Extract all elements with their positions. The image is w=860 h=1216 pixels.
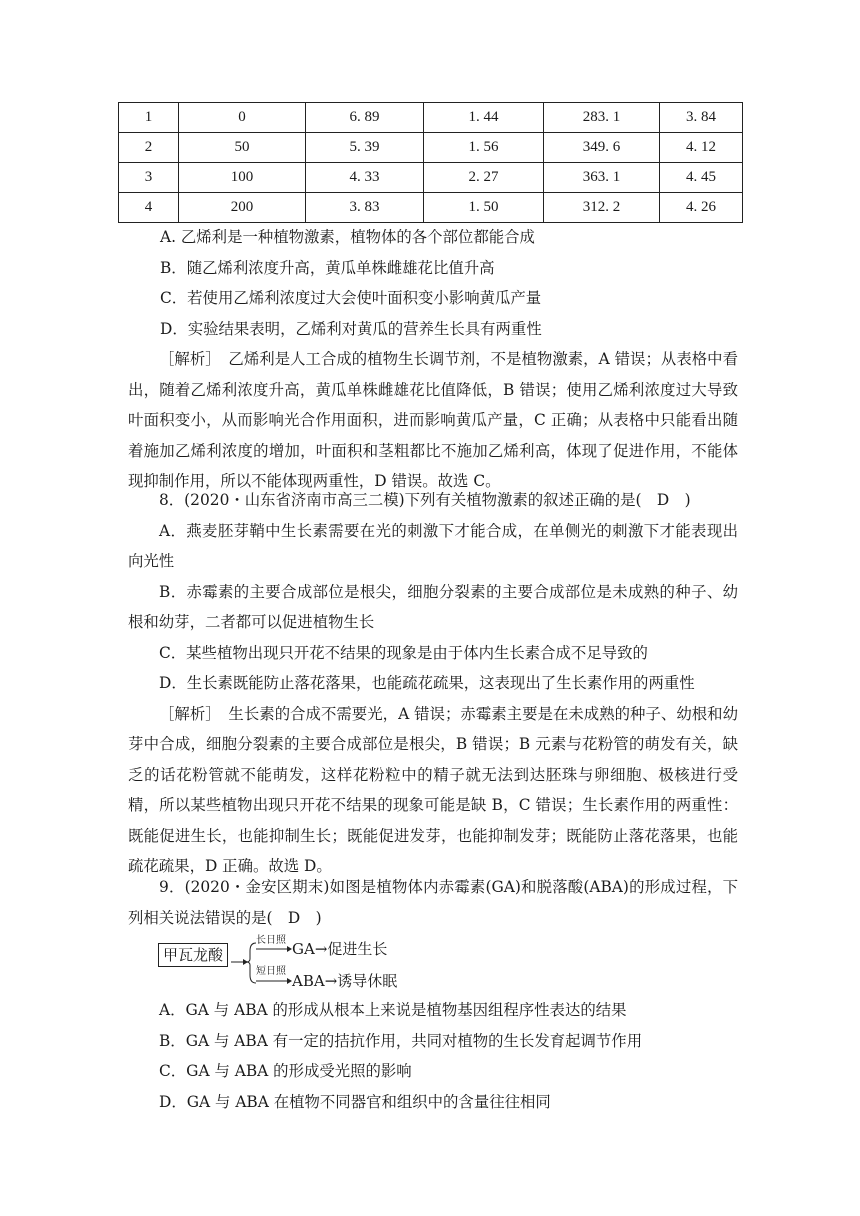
table-cell: 50 bbox=[179, 133, 306, 163]
q8-option-a: A．燕麦胚芽鞘中生长素需要在光的刺激下才能合成，在单侧光的刺激下才能表现出向光性 bbox=[128, 521, 738, 570]
q7-option-b: B．随乙烯利浓度升高，黄瓜单株雌雄花比值升高 bbox=[160, 258, 495, 277]
table-cell: 2 bbox=[119, 133, 179, 163]
table-cell: 200 bbox=[179, 193, 306, 223]
q7-analysis: ［解析］ 乙烯利是人工合成的植物生长调节剂，不是植物激素，A 错误；从表格中看出，随着乙烯利浓度升高，黄瓜单株雌雄花比值降低，B 错误；使用乙烯利浓度过大导致叶面积变小，从而影响光合作用面积，进而影响黄瓜产量，C 正确；从表格中只能看出随着施加乙烯利浓度的增加，叶面积和茎粗都比不施加乙烯利高，体现了促进作用，不能体现抑制作用，所以不能体现两重性，D 错误。故选 C。 bbox=[128, 350, 738, 490]
q7-option-d: D．实验结果表明，乙烯利对黄瓜的营养生长具有两重性 bbox=[160, 319, 542, 338]
table-cell: 4. 26 bbox=[660, 193, 743, 223]
table-cell: 4. 45 bbox=[660, 163, 743, 193]
q8-analysis: ［解析］ 生长素的合成不需要光，A 错误；赤霉素主要是在未成熟的种子、幼根和幼芽中合成，细胞分裂素的主要合成部位是根尖，B 错误；B 元素与花粉管的萌发有关，缺乏的话花粉管就不能萌发，这样花粉粒中的精子就无法到达胚珠与卵细胞、极核进行受精，所以某些植物出现只开花不结果的现象可能是缺 B，C 错误；生长素作用的两重性：既能促进生长，也能抑制生长；既能促进发芽，也能抑制发芽；既能防止落花落果，也能疏花疏果，D 正确。故选 D。 bbox=[128, 704, 738, 875]
q9-stem: 9．(2020・金安区期末)如图是植物体内赤霉素(GA)和脱落酸(ABA)的形成过程，下列相关说法错误的是( D ) bbox=[128, 878, 738, 927]
table-cell: 363. 1 bbox=[544, 163, 660, 193]
table-cell: 1. 56 bbox=[424, 133, 544, 163]
q7-option-a: A. 乙烯利是一种植物激素，植物体的各个部位都能合成 bbox=[160, 228, 535, 246]
table-cell: 2. 27 bbox=[424, 163, 544, 193]
question-7-section bbox=[128, 222, 738, 497]
table-cell: 4 bbox=[119, 193, 179, 223]
table-cell: 4. 33 bbox=[306, 163, 424, 193]
short-day-label: 短日照 bbox=[256, 966, 286, 977]
table-row bbox=[119, 133, 743, 163]
ga-result: GA→促进生长 bbox=[292, 940, 388, 958]
table-cell: 312. 2 bbox=[544, 193, 660, 223]
table-cell: 4. 12 bbox=[660, 133, 743, 163]
q9-option-d: D．GA 与 ABA 在植物不同器官和组织中的含量往往相同 bbox=[159, 1092, 551, 1111]
q7-option-c: C．若使用乙烯利浓度过大会使叶面积变小影响黄瓜产量 bbox=[160, 289, 542, 307]
table-cell: 3. 84 bbox=[660, 103, 743, 133]
q8-option-b: B．赤霉素的主要合成部位是根尖，细胞分裂素的主要合成部位是未成熟的种子、幼根和幼芽，二者都可以促进植物生长 bbox=[128, 582, 738, 631]
q8-stem: 8．(2020・山东省济南市高三二模)下列有关植物激素的叙述正确的是( D ) bbox=[159, 491, 691, 509]
table-cell: 1 bbox=[119, 103, 179, 133]
table-cell: 0 bbox=[179, 103, 306, 133]
question-9-options bbox=[128, 995, 738, 1117]
diagram-source-box: 甲瓦龙酸 bbox=[158, 943, 228, 967]
table-row bbox=[119, 103, 743, 133]
table-cell: 3 bbox=[119, 163, 179, 193]
table-cell: 1. 50 bbox=[424, 193, 544, 223]
q8-option-c: C．某些植物出现只开花不结果的现象是由于体内生长素合成不足导致的 bbox=[159, 643, 648, 662]
table-cell: 3. 83 bbox=[306, 193, 424, 223]
aba-result: ABA→诱导休眠 bbox=[292, 972, 398, 990]
q9-option-c: C．GA 与 ABA 的形成受光照的影响 bbox=[159, 1062, 412, 1080]
q9-option-b: B．GA 与 ABA 有一定的拮抗作用，共同对植物的生长发育起调节作用 bbox=[159, 1031, 643, 1050]
table-cell: 1. 44 bbox=[424, 103, 544, 133]
question-9-stem-block bbox=[128, 872, 738, 933]
table-cell: 283. 1 bbox=[544, 103, 660, 133]
table-row bbox=[119, 163, 743, 193]
q9-option-a: A．GA 与 ABA 的形成从根本上来说是植物基因组程序性表达的结果 bbox=[159, 1001, 627, 1019]
experiment-table bbox=[118, 102, 743, 223]
q8-option-d: D．生长素既能防止落花落果，也能疏花疏果，这表现出了生长素作用的两重性 bbox=[159, 674, 695, 692]
table-cell: 5. 39 bbox=[306, 133, 424, 163]
hormone-formation-diagram bbox=[158, 935, 418, 993]
table-cell: 6. 89 bbox=[306, 103, 424, 133]
table-cell: 100 bbox=[179, 163, 306, 193]
table-row bbox=[119, 193, 743, 223]
long-day-label: 长日照 bbox=[256, 935, 286, 946]
question-8-section bbox=[128, 485, 738, 882]
table-cell: 349. 6 bbox=[544, 133, 660, 163]
